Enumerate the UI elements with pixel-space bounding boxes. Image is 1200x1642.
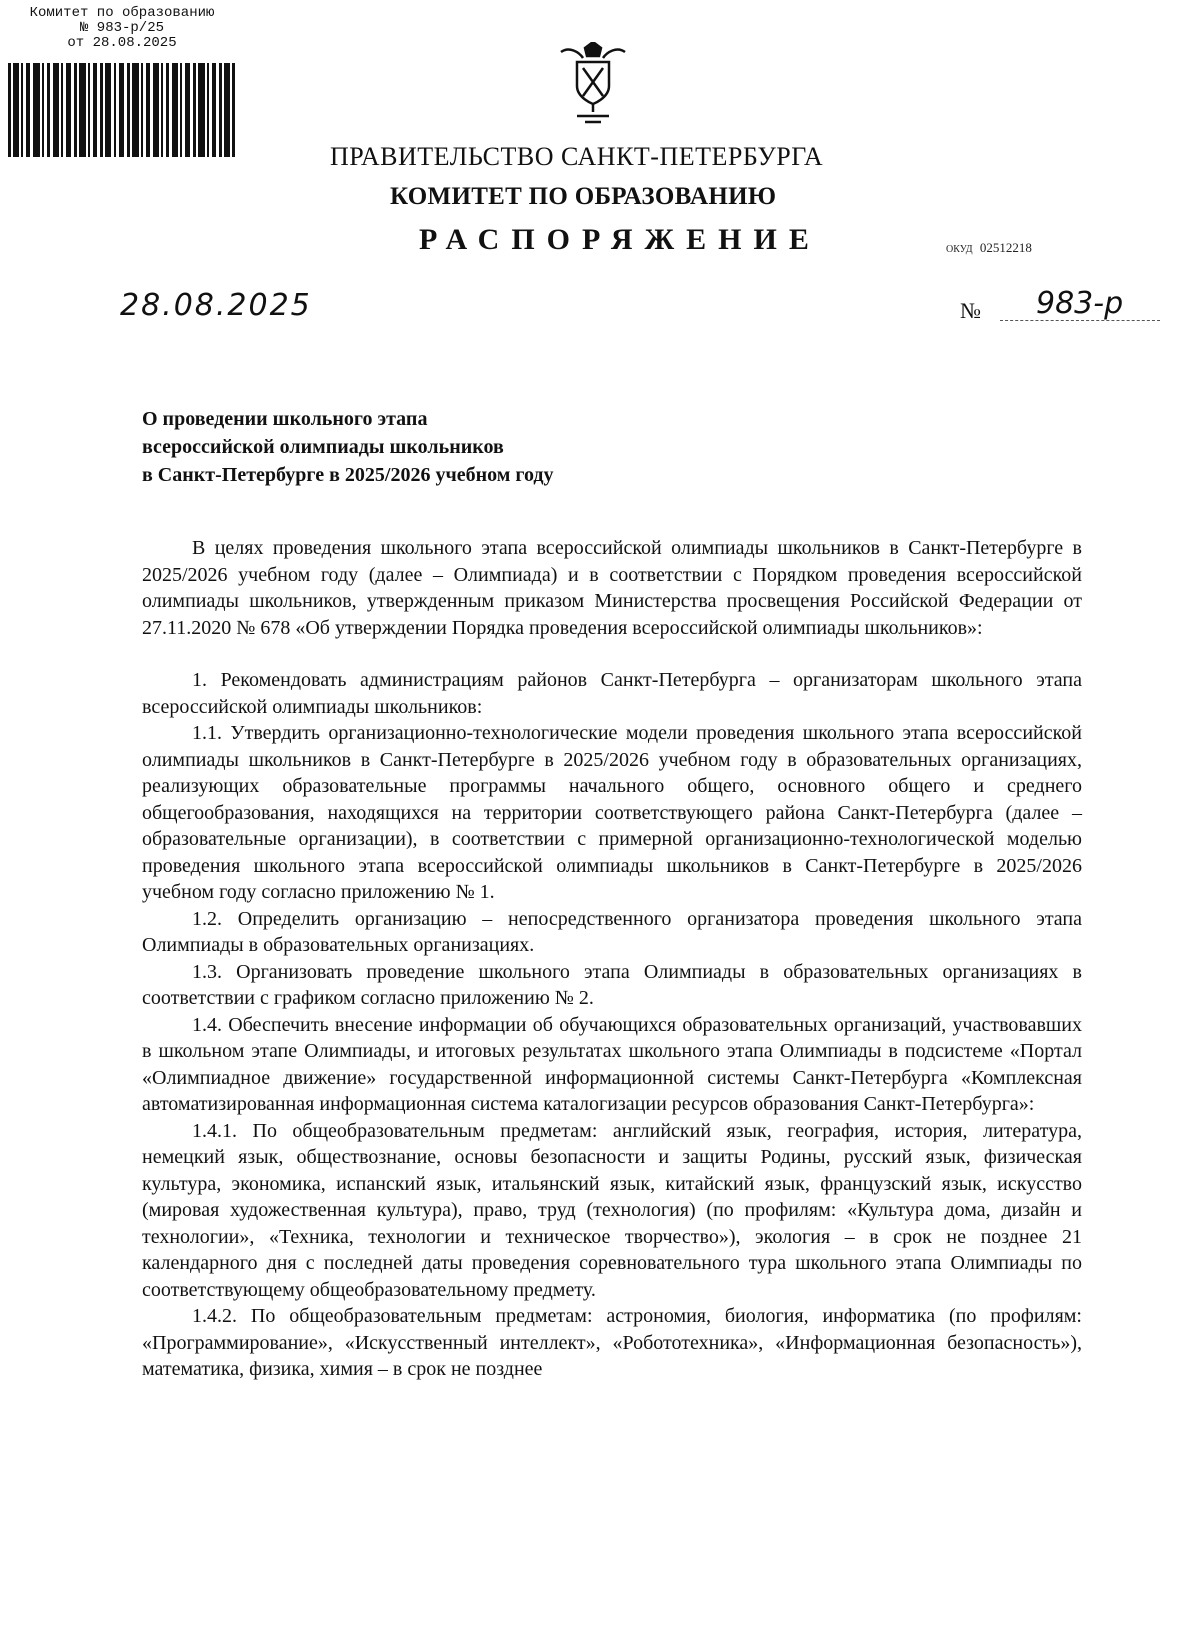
subject-line: в Санкт-Петербурге в 2025/2026 учебном году [142,464,554,486]
clause-1-4-1: 1.4.1. По общеобразовательным предметам: английский язык, география, история, литература, немецкий язык, обществознание, основы безопасности и защиты Родины, русский язык, физическая культура, экономика, испанский язык, итальянский язык, китайский язык, французский язык, искусство (мировая художественная культура), право, труд (технология) (по профилям: «Культура дома, дизайн и технологии», «Техника, технологии и техническое творчество»), экология – в срок не позднее 21 календарного дня с последней даты проведения соревновательного тура школьного этапа Олимпиады по соответствующему общеобразовательному предмету. [142,1119,1082,1301]
clause-1-3: 1.3. Организовать проведение школьного этапа Олимпиады в образовательных организациях в соответствии с графиком согласно приложению № 2. [142,960,1082,1009]
number-sign: № [960,298,981,323]
clause-1-2: 1.2. Определить организацию – непосредственного организатора проведения школьного этапа Олимпиады в образовательных организациях. [142,907,1082,956]
okud-value: 02512218 [979,240,1032,255]
document-body [142,535,1082,1383]
okud-label: ОКУД [946,244,973,255]
stamp-organization: Комитет по образованию [29,5,215,21]
government-title: ПРАВИТЕЛЬСТВО САНКТ-ПЕТЕРБУРГА [330,142,824,171]
clause-1-4-2: 1.4.2. По общеобразовательным предметам: астрономия, биология, информатика (по профилям: «Программирование», «Искусственный интеллект», «Робототехника», «Информационная безопасность»), математика, физика, химия – в срок не позднее [142,1305,1082,1380]
clause-1-1: 1.1. Утвердить организационно-технологические модели проведения школьного этапа всероссийской олимпиады школьников в Санкт-Петербурге в 2025/2026 учебном году в образовательных организациях, реализующих образовательные программы начального общего, основного общего и среднего общегообразования, находящихся на территории соответствующего района Санкт-Петербурга (далее – образовательные организации), в соответствии с примерной организационно-технологической моделью проведения школьного этапа всероссийской олимпиады школьников в Санкт-Петербурге в 2025/2026 учебном году согласно приложению № 1. [142,722,1082,903]
barcode [8,63,236,157]
stamp-number: № 983-р/25 [79,20,164,36]
okud-code [946,240,1032,256]
registration-stamp [2,6,242,51]
committee-title: КОМИТЕТ ПО ОБРАЗОВАНИЮ [390,183,777,210]
document-subject [142,405,842,489]
subject-line: всероссийской олимпиады школьников [142,436,504,458]
coat-of-arms-emblem [555,42,631,126]
handwritten-number: 983-р [1036,286,1124,321]
clause-1: 1. Рекомендовать администрациям районов Санкт-Петербурга – организаторам школьного этапа всероссийской олимпиады школьников: [142,669,1082,718]
clause-1-4: 1.4. Обеспечить внесение информации об обучающихся образовательных организаций, участвовавших в школьном этапе Олимпиады, и итоговых результатах школьного этапа Олимпиады в подсистеме «Портал «Олимпиадное движение» государственной информационной системы Санкт-Петербурга «Комплексная автоматизированная информационная система каталогизации ресурсов образования Санкт-Петербурга»: [142,1013,1082,1115]
number-underline [1000,320,1160,321]
subject-line: О проведении школьного этапа [142,408,428,430]
stamp-date: от 28.08.2025 [67,35,177,51]
preamble-paragraph: В целях проведения школьного этапа всероссийской олимпиады школьников в Санкт-Петербурге в 2025/2026 учебном году (далее – Олимпиада) и в соответствии с Порядком проведения всероссийской олимпиады школьников, утвержденным приказом Министерства просвещения Российской Федерации от 27.11.2020 № 678 «Об утверждении Порядка проведения всероссийской олимпиады школьников»: [142,537,1082,639]
document-type-title: РАСПОРЯЖЕНИЕ [419,223,821,256]
handwritten-date: 28.08.2025 [120,288,312,323]
